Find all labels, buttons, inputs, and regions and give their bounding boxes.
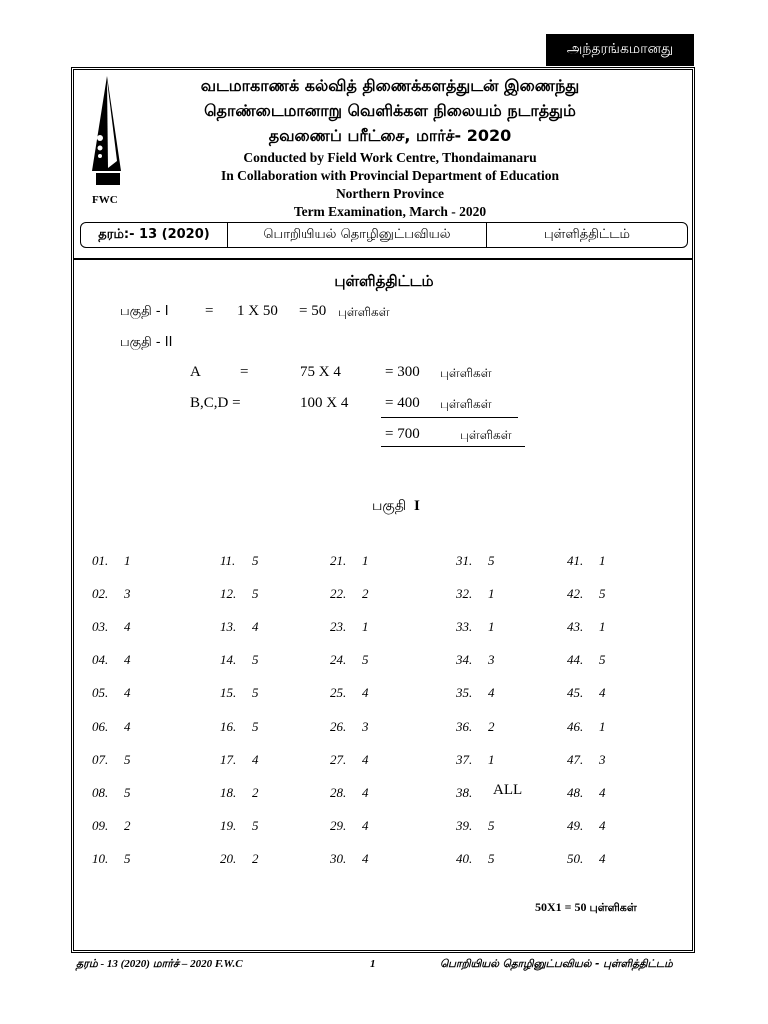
answer-value: 5 xyxy=(599,586,606,602)
answer-value: 1 xyxy=(488,751,495,767)
question-number: 13. xyxy=(220,619,237,635)
question-number: 07. xyxy=(92,751,109,767)
row-bcd-result: = 400 xyxy=(385,395,420,411)
answer-value: 4 xyxy=(124,718,131,734)
confidential-tag: அந்தரங்கமானது xyxy=(546,34,694,66)
question-number: 42. xyxy=(567,586,584,602)
answer-value: 5 xyxy=(252,817,259,833)
footer-right: பொறியியல் தொழினுட்பவியல் - புள்ளித்திட்டம் xyxy=(440,958,673,970)
question-number: 32. xyxy=(456,586,473,602)
answer-value: 1 xyxy=(599,553,606,568)
answer-value: 5 xyxy=(488,553,495,568)
question-number: 27. xyxy=(330,751,347,767)
question-number: 29. xyxy=(330,817,347,833)
header-divider xyxy=(74,258,692,260)
question-number: 30. xyxy=(330,850,347,866)
answer-value: 2 xyxy=(488,718,495,734)
question-number: 49. xyxy=(567,817,584,833)
question-number: 41. xyxy=(567,553,584,568)
answer-value: 4 xyxy=(362,850,369,866)
answer-value: 3 xyxy=(488,652,495,668)
answer-value: 4 xyxy=(124,685,131,701)
question-number: 03. xyxy=(92,619,109,635)
answer-value: 5 xyxy=(252,685,259,701)
header-tamil-line-3: தவணைப் பரீட்சை, மார்ச்- 2020 xyxy=(268,126,512,145)
question-number: 36. xyxy=(456,718,473,734)
question-number: 23. xyxy=(330,619,347,635)
question-number: 39. xyxy=(456,817,473,833)
answer-value: 4 xyxy=(124,652,131,668)
part1-marks-word: புள்ளிகள் xyxy=(338,305,390,319)
header-english-line-1: Conducted by Field Work Centre, Thondaimanaru xyxy=(243,150,537,165)
header-english-line-2: In Collaboration with Provincial Department of Education xyxy=(220,168,559,183)
answer-value: 4 xyxy=(488,685,495,701)
answer-value: 4 xyxy=(362,817,369,833)
fwc-logo-icon xyxy=(86,76,132,188)
question-number: 43. xyxy=(567,619,584,635)
answer-value: 5 xyxy=(252,586,259,602)
answer-value: 1 xyxy=(488,586,495,602)
question-number: 40. xyxy=(456,850,473,866)
answer-value: 4 xyxy=(124,619,131,635)
part1-label: பகுதி - I xyxy=(120,304,169,319)
question-number: 25. xyxy=(330,685,347,701)
answer-value: 5 xyxy=(252,553,259,568)
question-number: 26. xyxy=(330,718,347,734)
answer-value: 4 xyxy=(362,751,369,767)
header-english-line-4: Term Examination, March - 2020 xyxy=(293,204,487,219)
answer-value: 1 xyxy=(599,718,606,734)
answer-value: 4 xyxy=(252,619,259,635)
footer-page-number: 1 xyxy=(370,958,376,970)
question-number: 16. xyxy=(220,718,237,734)
answer-value: 4 xyxy=(599,784,606,800)
answer-value: 5 xyxy=(124,784,131,800)
answer-value: ALL xyxy=(493,781,523,798)
row-a-calc: 75 X 4 xyxy=(300,364,341,380)
answer-value: 4 xyxy=(362,685,369,701)
question-number: 05. xyxy=(92,685,109,701)
sum-underline xyxy=(381,417,518,418)
grade-cell: தரம்:- 13 (2020) xyxy=(81,223,228,247)
answer-value: 5 xyxy=(599,652,606,668)
question-number: 04. xyxy=(92,652,109,668)
question-number: 09. xyxy=(92,817,109,833)
question-number: 33. xyxy=(456,619,473,635)
question-number: 46. xyxy=(567,718,584,734)
question-number: 20. xyxy=(220,850,237,866)
header-english-line-3: Northern Province xyxy=(335,186,445,201)
row-bcd-label: B,C,D = xyxy=(190,395,241,411)
answer-value: 4 xyxy=(599,850,606,866)
question-number: 17. xyxy=(220,751,237,767)
part2-label: பகுதி - II xyxy=(120,335,173,350)
question-number: 47. xyxy=(567,751,584,767)
question-number: 06. xyxy=(92,718,109,734)
section-title: பகுதி I xyxy=(372,498,420,514)
question-number: 48. xyxy=(567,784,584,800)
total-underline xyxy=(381,446,525,447)
answer-value: 2 xyxy=(124,817,131,833)
marking-title: புள்ளித்திட்டம் xyxy=(334,272,434,290)
answer-value: 1 xyxy=(488,619,495,635)
question-number: 15. xyxy=(220,685,237,701)
question-number: 24. xyxy=(330,652,347,668)
part1-calc: 1 X 50 xyxy=(237,303,278,319)
answer-value: 1 xyxy=(362,619,369,635)
info-bar xyxy=(80,222,688,248)
question-number: 34. xyxy=(456,652,473,668)
answer-value: 5 xyxy=(362,652,369,668)
answer-value: 5 xyxy=(252,718,259,734)
footer-left: தரம் - 13 (2020) மார்ச் – 2020 F.W.C xyxy=(76,958,243,970)
question-number: 37. xyxy=(456,751,473,767)
answer-value: 4 xyxy=(362,784,369,800)
answer-value: 4 xyxy=(599,685,606,701)
row-a-eq: = xyxy=(240,364,249,380)
total-marks-word: புள்ளிகள் xyxy=(460,428,512,442)
answer-value: 1 xyxy=(362,553,369,568)
row-a-label: A xyxy=(190,364,201,380)
answer-value: 2 xyxy=(362,586,369,602)
part1-result: = 50 xyxy=(299,303,327,319)
answer-value: 4 xyxy=(599,817,606,833)
question-number: 12. xyxy=(220,586,237,602)
question-number: 22. xyxy=(330,586,347,602)
question-number: 02. xyxy=(92,586,109,602)
header-tamil-line-2: தொண்டைமானாறு வெளிக்கள நிலையம் நடாத்தும் xyxy=(204,101,576,120)
answer-value: 1 xyxy=(124,553,131,568)
question-number: 45. xyxy=(567,685,584,701)
question-number: 11. xyxy=(220,553,236,568)
header-tamil-line-1: வடமாகாணக் கல்வித் திணைக்களத்துடன் இணைந்து xyxy=(200,76,580,95)
doc-type-cell: புள்ளித்திட்டம் xyxy=(543,227,631,242)
question-number: 28. xyxy=(330,784,347,800)
answer-value: 5 xyxy=(124,850,131,866)
question-number: 44. xyxy=(567,652,584,668)
part1-eq: = xyxy=(205,303,214,319)
total-result: = 700 xyxy=(385,426,420,442)
row-bcd-marks-word: புள்ளிகள் xyxy=(440,397,492,411)
logo-label: FWC xyxy=(92,194,118,206)
answer-value: 5 xyxy=(488,850,495,866)
answer-value: 3 xyxy=(362,718,369,734)
question-number: 14. xyxy=(220,652,237,668)
answer-value: 5 xyxy=(124,751,131,767)
subject-cell: பொறியியல் தொழினுட்பவியல் xyxy=(228,223,487,247)
question-number: 08. xyxy=(92,784,109,800)
question-number: 35. xyxy=(456,685,473,701)
answer-value: 1 xyxy=(599,619,606,635)
row-a-marks-word: புள்ளிகள் xyxy=(440,366,492,380)
answer-value: 3 xyxy=(599,751,606,767)
question-number: 31. xyxy=(456,553,473,568)
summary: 50X1 = 50 புள்ளிகள் xyxy=(535,900,637,914)
answer-value: 5 xyxy=(252,652,259,668)
answer-value: 3 xyxy=(124,586,131,602)
question-number: 19. xyxy=(220,817,237,833)
question-number: 10. xyxy=(92,850,109,866)
answer-value: 4 xyxy=(252,751,259,767)
answer-value: 5 xyxy=(488,817,495,833)
question-number: 50. xyxy=(567,850,584,866)
question-number: 01. xyxy=(92,553,109,568)
answer-value: 2 xyxy=(252,784,259,800)
question-number: 18. xyxy=(220,784,237,800)
question-number: 21. xyxy=(330,553,347,568)
question-number: 38. xyxy=(456,784,473,800)
answer-value: 2 xyxy=(252,850,259,866)
row-bcd-calc: 100 X 4 xyxy=(300,395,349,411)
row-a-result: = 300 xyxy=(385,364,420,380)
